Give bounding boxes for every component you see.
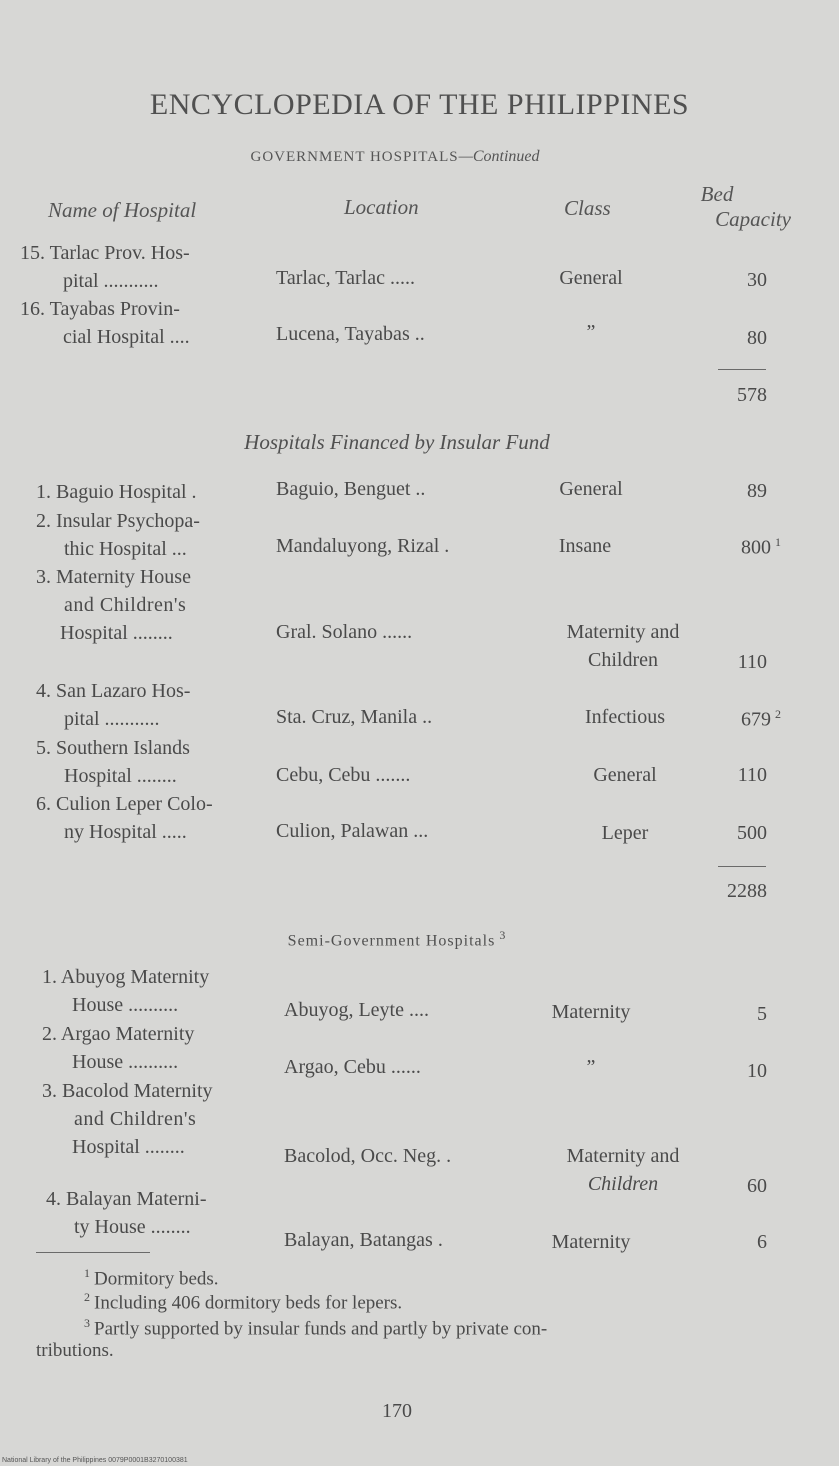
section-total: 2288 bbox=[727, 880, 767, 902]
col-header-capacity bbox=[627, 182, 791, 232]
footnote-1 bbox=[84, 1266, 219, 1290]
hospital-name-line: and Children's bbox=[74, 1108, 197, 1130]
hospital-name bbox=[46, 1185, 286, 1241]
page-number: 170 bbox=[382, 1400, 412, 1422]
table-subtitle bbox=[0, 148, 790, 166]
footnote-rule bbox=[36, 1252, 150, 1253]
hospital-name-line: 2. Argao Maternity bbox=[42, 1023, 195, 1045]
hospital-name bbox=[36, 507, 276, 563]
page-title: ENCYCLOPEDIA OF THE PHILIPPINES bbox=[149, 88, 690, 121]
hospital-location: Bacolod, Occ. Neg. . bbox=[284, 1145, 452, 1167]
hospital-capacity: 60 bbox=[747, 1175, 767, 1197]
hospital-class: General bbox=[559, 478, 623, 500]
hospital-class-continued: Children bbox=[588, 649, 658, 671]
hospital-name-line: 15. Tarlac Prov. Hos- bbox=[20, 242, 190, 264]
subtitle-italic: —Continued bbox=[458, 148, 540, 165]
footnote-3 bbox=[84, 1316, 547, 1340]
hospital-name bbox=[36, 734, 276, 790]
hospital-name bbox=[42, 1077, 282, 1161]
hospital-location: Gral. Solano ...... bbox=[276, 621, 413, 643]
hospital-class: Maternity and bbox=[566, 621, 680, 643]
hospital-location: Argao, Cebu ...... bbox=[284, 1056, 421, 1078]
hospital-name-line: 6. Culion Leper Colo- bbox=[36, 793, 213, 815]
hospital-location: Baguio, Benguet .. bbox=[276, 478, 426, 500]
hospital-location: Culion, Palawan ... bbox=[276, 820, 429, 842]
hospital-class: Infectious bbox=[585, 706, 665, 728]
hospital-capacity: 89 bbox=[747, 480, 767, 502]
hospital-location: Balayan, Batangas . bbox=[284, 1229, 443, 1251]
col-header-class: Class bbox=[564, 196, 611, 220]
hospital-location: Abuyog, Leyte .... bbox=[284, 999, 429, 1021]
hospital-name-line: House .......... bbox=[72, 1051, 179, 1073]
hospital-name-line: Hospital ........ bbox=[60, 622, 173, 644]
capacity-value: 800 bbox=[741, 536, 771, 559]
hospital-capacity bbox=[741, 535, 781, 560]
section-title-text: Semi-Government Hospitals bbox=[287, 932, 496, 950]
hospital-name bbox=[36, 478, 276, 506]
hospital-name-line: pital ........... bbox=[63, 270, 159, 292]
hospital-class: ” bbox=[586, 1056, 596, 1078]
hospital-name-line: 4. Balayan Materni- bbox=[46, 1188, 207, 1210]
total-rule bbox=[718, 866, 766, 867]
total-rule bbox=[718, 369, 766, 370]
hospital-capacity: 5 bbox=[757, 1003, 767, 1025]
hospital-name-line: thic Hospital ... bbox=[64, 538, 187, 560]
hospital-class: General bbox=[593, 764, 657, 786]
hospital-capacity: 80 bbox=[747, 327, 767, 349]
hospital-capacity bbox=[741, 707, 781, 732]
hospital-capacity: 10 bbox=[747, 1060, 767, 1082]
hospital-name bbox=[36, 563, 276, 647]
hospital-location: Lucena, Tayabas .. bbox=[276, 323, 425, 345]
hospital-name-line: 3. Bacolod Maternity bbox=[42, 1080, 213, 1102]
hospital-class-continued: Children bbox=[587, 1173, 659, 1195]
footnote-text: Partly supported by insular funds and partly by private con- bbox=[94, 1318, 548, 1340]
footnote-marker: 1 bbox=[84, 1266, 90, 1280]
hospital-name-line: 3. Maternity House bbox=[36, 566, 191, 588]
subtitle-caps: GOVERNMENT HOSPITALS bbox=[250, 149, 459, 165]
col-header-location: Location bbox=[344, 195, 419, 219]
hospital-class: Maternity and bbox=[566, 1145, 680, 1167]
hospital-class: General bbox=[559, 267, 623, 289]
hospital-name-line: ty House ........ bbox=[74, 1216, 191, 1238]
section-total: 578 bbox=[737, 384, 767, 406]
footnote-marker: 2 bbox=[775, 707, 781, 721]
footnote-3-continued: tributions. bbox=[36, 1340, 114, 1361]
hospital-class: ” bbox=[586, 321, 596, 343]
hospital-location: Tarlac, Tarlac ..... bbox=[276, 267, 415, 289]
hospital-capacity: 110 bbox=[737, 651, 767, 673]
hospital-capacity: 6 bbox=[757, 1231, 767, 1253]
footnote-text: Including 406 dormitory beds for lepers. bbox=[94, 1292, 403, 1314]
hospital-name-line: 1. Abuyog Maternity bbox=[42, 966, 210, 988]
hospital-class: Maternity bbox=[551, 1231, 631, 1253]
hospital-name bbox=[20, 295, 260, 351]
hospital-location: Mandaluyong, Rizal . bbox=[276, 535, 450, 557]
hospital-name bbox=[42, 963, 282, 1019]
library-credit: National Library of the Philippines 0079P0001B3270100381 bbox=[2, 1457, 188, 1464]
footnote-marker: 1 bbox=[775, 535, 781, 549]
hospital-name-line: 2. Insular Psychopa- bbox=[36, 510, 200, 532]
hospital-name bbox=[36, 677, 276, 733]
col-header-capacity-1: Bed bbox=[700, 182, 734, 206]
hospital-name-line: 1. Baguio Hospital . bbox=[36, 481, 197, 503]
capacity-value: 679 bbox=[741, 708, 771, 731]
hospital-name-line: and Children's bbox=[64, 594, 187, 616]
hospital-name bbox=[42, 1020, 282, 1076]
footnote-text: Dormitory beds. bbox=[94, 1268, 219, 1290]
hospital-name-line: 5. Southern Islands bbox=[36, 737, 190, 759]
section-title: Hospitals Financed by Insular Fund bbox=[244, 430, 550, 454]
hospital-name-line: 16. Tayabas Provin- bbox=[20, 298, 180, 320]
hospital-class: Maternity bbox=[551, 1001, 631, 1023]
hospital-name bbox=[20, 239, 260, 295]
hospital-class: Insane bbox=[558, 535, 612, 557]
hospital-class: Leper bbox=[601, 822, 649, 844]
hospital-capacity: 110 bbox=[737, 764, 767, 786]
hospital-location: Cebu, Cebu ....... bbox=[276, 764, 411, 786]
hospital-name bbox=[36, 790, 276, 846]
footnote-marker: 3 bbox=[499, 928, 507, 942]
hospital-name-line: cial Hospital .... bbox=[63, 326, 190, 348]
hospital-capacity: 500 bbox=[737, 822, 767, 844]
footnote-marker: 3 bbox=[84, 1316, 90, 1330]
hospital-name-line: 4. San Lazaro Hos- bbox=[36, 680, 191, 702]
hospital-name-line: ny Hospital ..... bbox=[64, 821, 187, 843]
hospital-location: Sta. Cruz, Manila .. bbox=[276, 706, 433, 728]
hospital-name-line: Hospital ........ bbox=[64, 765, 177, 787]
hospital-name-line: Hospital ........ bbox=[72, 1136, 185, 1158]
footnote-marker: 2 bbox=[84, 1290, 90, 1304]
hospital-capacity: 30 bbox=[747, 269, 767, 291]
hospital-name-line: pital ........... bbox=[64, 708, 160, 730]
hospital-name-line: House .......... bbox=[72, 994, 179, 1016]
section-title bbox=[0, 928, 794, 950]
col-header-name: Name of Hospital bbox=[48, 198, 197, 222]
footnote-2 bbox=[84, 1290, 402, 1314]
col-header-capacity-2: Capacity bbox=[715, 207, 791, 231]
